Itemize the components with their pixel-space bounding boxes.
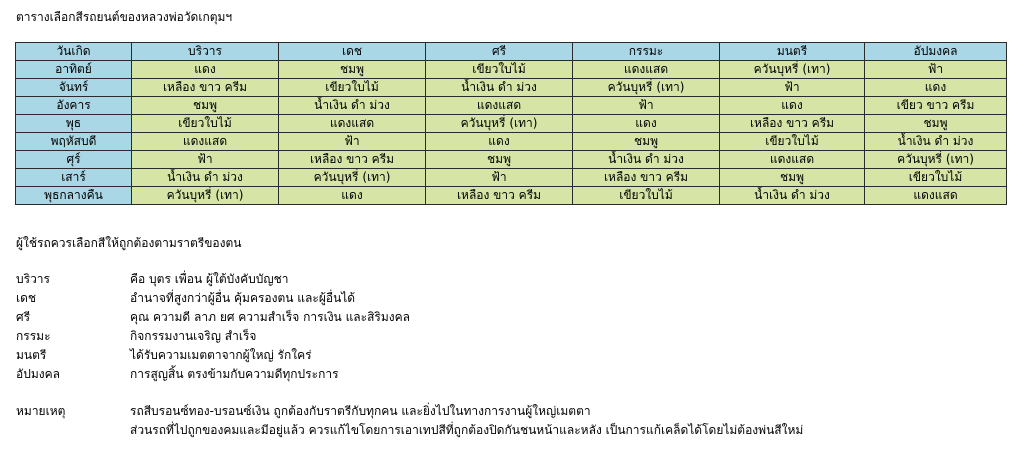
table-header-row [16,43,1007,61]
color-cell: เหลือง ขาว ครีม [132,79,279,97]
color-cell: เขียวใบไม้ [865,169,1007,187]
definition-term: ศรี [16,310,31,324]
color-cell: เหลือง ขาว ครีม [720,115,865,133]
day-cell: พฤหัสบดี [16,133,132,151]
header-cell: มนตรี [720,43,865,61]
color-cell: ฟ้า [720,79,865,97]
definition-term: กรรมะ [16,329,51,343]
definition-row [16,365,410,384]
definition-desc: ได้รับความเมตตาจากผู้ใหญ่ รักใคร่ [130,348,312,362]
color-cell: น้ำเงิน ดำ ม่วง [573,151,720,169]
intro-text: ผู้ใช้รถควรเลือกสีให้ถูกต้องตามราตรีของตน [16,236,242,250]
definition-term: มนตรี [16,348,47,362]
color-cell: น้ำเงิน ดำ ม่วง [279,97,426,115]
color-cell: ฟ้า [279,133,426,151]
color-cell: แดงแสด [573,61,720,79]
color-cell: เขียวใบไม้ [573,187,720,205]
color-cell: น้ำเงิน ดำ ม่วง [426,79,573,97]
definition-term: บริวาร [16,272,50,286]
remark-row [16,421,803,440]
definitions-list [16,270,410,384]
day-cell: เสาร์ [16,169,132,187]
color-cell: แดง [865,79,1007,97]
definition-term: อัปมงคล [16,367,60,381]
color-cell: แดง [279,187,426,205]
color-cell: ฟ้า [426,169,573,187]
color-cell: เขียวใบไม้ [720,133,865,151]
color-cell: ชมพู [132,97,279,115]
definition-desc: การสูญสิ้น ตรงข้ามกับความดีทุกประการ [130,367,339,381]
table-row [16,169,1007,187]
color-cell: ชมพู [865,115,1007,133]
table-row [16,115,1007,133]
color-cell: แดงแสด [720,151,865,169]
definition-desc: คุณ ความดี ลาภ ยศ ความสำเร็จ การเงิน และสิริมงคล [130,310,411,324]
table-row [16,61,1007,79]
color-cell: ฟ้า [132,151,279,169]
color-cell: เขียว ขาว ครีม [865,97,1007,115]
color-table [15,42,1007,205]
day-cell: พุธ [16,115,132,133]
definition-row [16,289,410,308]
color-cell: น้ำเงิน ดำ ม่วง [720,187,865,205]
definition-row [16,327,410,346]
color-cell: ควันบุหรี่ (เทา) [865,151,1007,169]
day-cell: ศุร์ [16,151,132,169]
color-cell: น้ำเงิน ดำ ม่วง [132,169,279,187]
remark-spacer [16,421,130,440]
day-cell: พุธกลางคืน [16,187,132,205]
header-cell: ศรี [426,43,573,61]
day-cell: อังคาร [16,97,132,115]
day-cell: จันทร์ [16,79,132,97]
table-row [16,151,1007,169]
color-cell: ควันบุหรี่ (เทา) [426,115,573,133]
remark-section [16,402,803,440]
color-cell: แดง [132,61,279,79]
header-cell: อัปมงคล [865,43,1007,61]
color-cell: ชมพู [573,133,720,151]
color-cell: ควันบุหรี่ (เทา) [132,187,279,205]
color-cell: ควันบุหรี่ (เทา) [573,79,720,97]
remark-line: รถสีบรอนซ์ทอง-บรอนซ์เงิน ถูกต้องกับราตรีกับทุกคน และยิ่งไปในทางการงานผู้ใหญ่เมตตา [130,404,591,418]
color-cell: น้ำเงิน ดำ ม่วง [865,133,1007,151]
color-cell: ควันบุหรี่ (เทา) [279,169,426,187]
remark-label: หมายเหตุ [16,404,66,418]
color-cell: เขียวใบไม้ [426,61,573,79]
color-cell: แดงแสด [132,133,279,151]
page-title: ตารางเลือกสีรถยนต์ของหลวงพ่อวัดเกตุมฯ [16,10,233,24]
definition-desc: คือ บุตร เพื่อน ผู้ใต้บังคับบัญชา [130,272,289,286]
color-cell: เขียวใบไม้ [132,115,279,133]
color-cell: ฟ้า [865,61,1007,79]
color-cell: เหลือง ขาว ครีม [279,151,426,169]
definition-term: เดช [16,291,37,305]
color-cell: แดงแสด [865,187,1007,205]
color-cell: ควันบุหรี่ (เทา) [720,61,865,79]
definition-desc: กิจกรรมงานเจริญ สำเร็จ [130,329,257,343]
color-cell: แดง [573,115,720,133]
header-cell: วันเกิด [16,43,132,61]
color-cell: เขียวใบไม้ [279,79,426,97]
color-cell: ชมพู [279,61,426,79]
table-row [16,79,1007,97]
table-row [16,133,1007,151]
definition-desc: อำนาจที่สูงกว่าผู้อื่น คุ้มครองตน และผู้อื่นได้ [130,291,356,305]
color-cell: แดงแสด [426,97,573,115]
header-cell: บริวาร [132,43,279,61]
color-cell: ฟ้า [573,97,720,115]
color-cell: แดงแสด [279,115,426,133]
definition-row [16,346,410,365]
color-cell: ชมพู [426,151,573,169]
day-cell: อาทิตย์ [16,61,132,79]
definition-row [16,270,410,289]
table-row [16,187,1007,205]
color-cell: เหลือง ขาว ครีม [426,187,573,205]
color-cell: แดง [720,97,865,115]
definition-row [16,308,410,327]
header-cell: เดช [279,43,426,61]
remark-line: ส่วนรถที่ไปถูกของคมและมีอยู่แล้ว ควรแก้ไขโดยการเอาเทปสีที่ถูกต้องปิดกันชนหน้าและหลัง เป็นการแก้เคล็ดได้โดยไม่ต้องพ่นสีใหม่ [130,423,804,437]
table-row [16,97,1007,115]
header-cell: กรรมะ [573,43,720,61]
color-cell: เหลือง ขาว ครีม [573,169,720,187]
remark-row [16,402,803,421]
color-cell: แดง [426,133,573,151]
color-cell: ชมพู [720,169,865,187]
